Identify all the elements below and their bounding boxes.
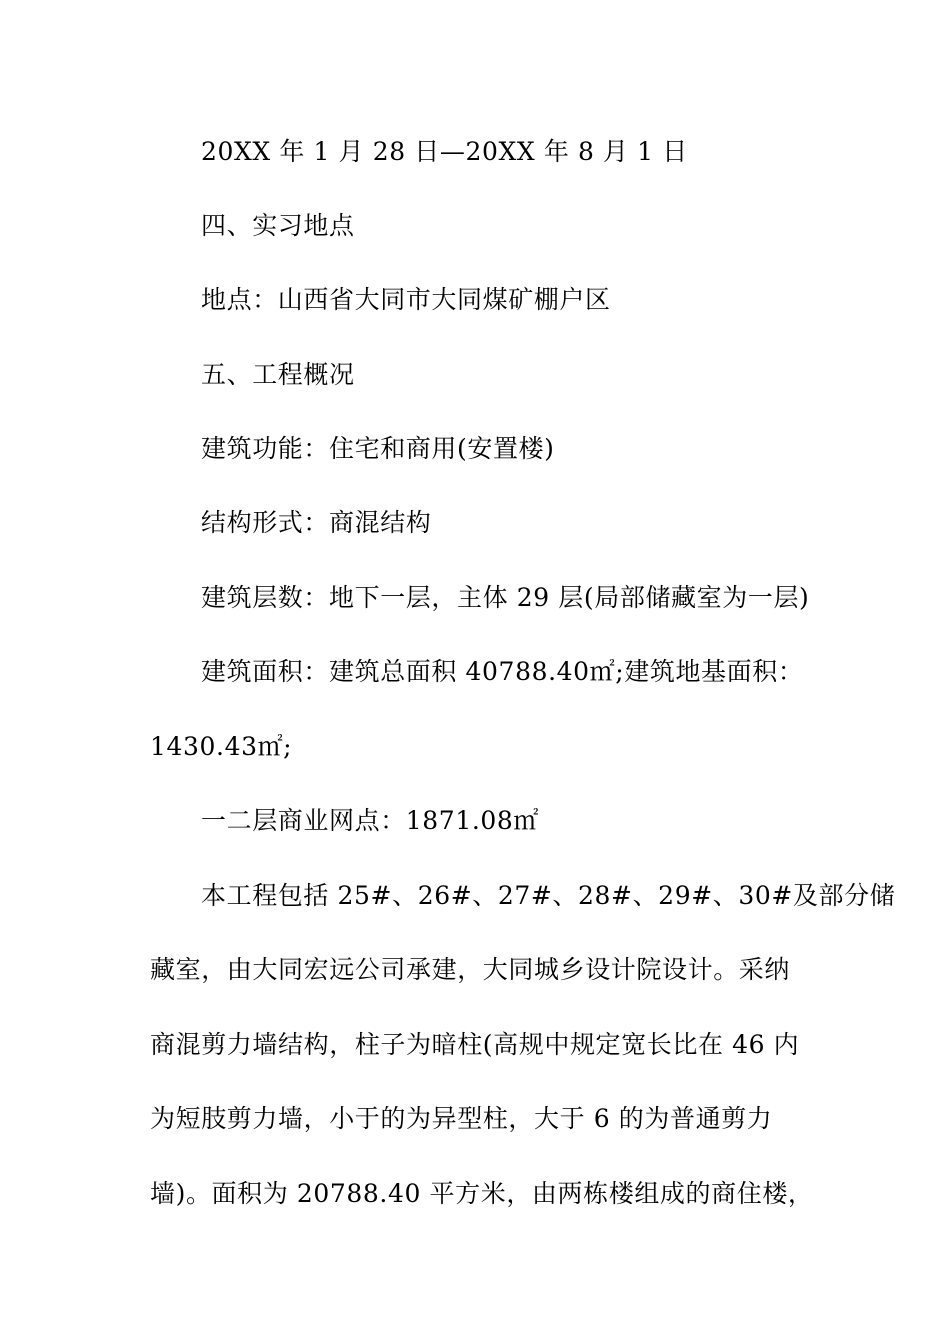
internship-period-text: 20XX 年 1 月 28 日—20XX 年 8 月 1 日 xyxy=(201,137,688,166)
section-heading-project-overview: 五、工程概况 xyxy=(201,360,355,389)
building-area-continued-text: 1430.43㎡; xyxy=(150,732,293,761)
paragraph-line: 本工程包括 25#、26#、27#、28#、29#、30#及部分储 xyxy=(201,881,896,910)
structure-form-text: 结构形式：商混结构 xyxy=(201,508,432,537)
paragraph-line: 为短肢剪力墙，小于的为异型柱，大于 6 的为普通剪力 xyxy=(150,1104,773,1133)
building-function-text: 建筑功能：住宅和商用(安置楼) xyxy=(201,434,555,463)
section-heading-location: 四、实习地点 xyxy=(201,211,355,240)
building-area-text: 建筑面积：建筑总面积 40788.40㎡;建筑地基面积： xyxy=(201,657,804,686)
location-text: 地点：山西省大同市大同煤矿棚户区 xyxy=(201,285,611,314)
paragraph-line: 藏室，由大同宏远公司承建，大同城乡设计院设计。采纳 xyxy=(150,955,791,984)
commercial-area-text: 一二层商业网点：1871.08㎡ xyxy=(201,806,539,835)
paragraph-line: 墙)。面积为 20788.40 平方米，由两栋楼组成的商住楼， xyxy=(150,1179,814,1208)
paragraph-line: 商混剪力墙结构，柱子为暗柱(高规中规定宽长比在 46 内 xyxy=(150,1030,800,1059)
building-floors-text: 建筑层数：地下一层，主体 29 层(局部储藏室为一层) xyxy=(201,583,810,612)
